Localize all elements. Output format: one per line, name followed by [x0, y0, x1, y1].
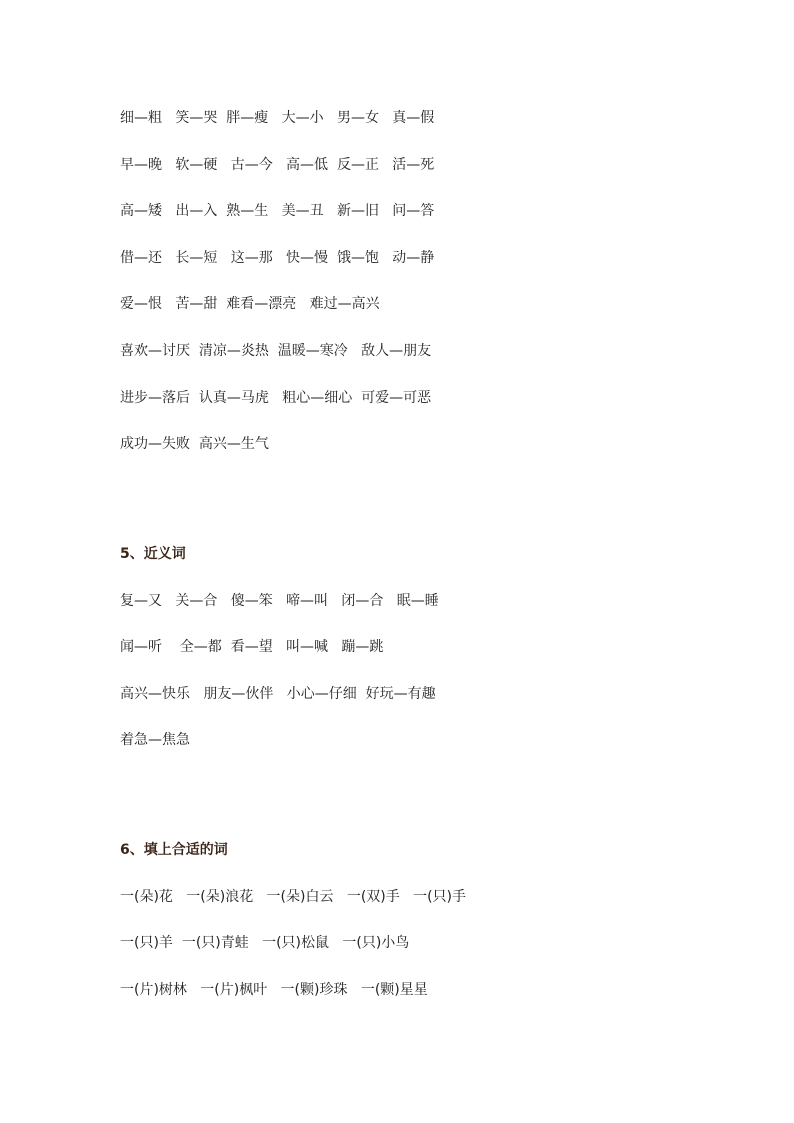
- antonym-line-3: 高—矮 出—入 熟—生 美—丑 新—旧 问—答: [120, 203, 435, 219]
- antonym-line-5: 爱—恨 苦—甜 难看—漂亮 难过—高兴: [120, 296, 380, 312]
- antonym-line-2: 早—晚 软—硬 古—今 高—低 反—正 活—死: [120, 157, 435, 173]
- antonym-line-4: 借—还 长—短 这—那 快—慢 饿—饱 动—静: [120, 250, 435, 266]
- antonym-line-7: 进步—落后 认真—马虎 粗心—细心 可爱—可恶: [120, 390, 432, 406]
- synonym-line-3: 高兴—快乐 朋友—伙伴 小心—仔细 好玩—有趣: [120, 686, 436, 702]
- antonym-line-1: 细—粗 笑—哭 胖—瘦 大—小 男—女 真—假: [120, 110, 435, 126]
- synonym-line-2: 闻—听 全—都 看—望 叫—喊 蹦—跳: [120, 639, 384, 655]
- synonyms-heading: 5、近义词: [120, 546, 186, 562]
- antonym-line-8: 成功—失败 高兴—生气: [120, 436, 269, 452]
- synonym-line-1: 复—又 关—合 傻—笨 啼—叫 闭—合 眠—睡: [120, 593, 439, 609]
- antonym-line-6: 喜欢—讨厌 清凉—炎热 温暖—寒冷 敌人—朋友: [120, 343, 432, 359]
- fill-words-line-2: 一(只)羊 一(只)青蛙 一(只)松鼠 一(只)小鸟: [120, 935, 410, 951]
- fill-words-line-3: 一(片)树林 一(片)枫叶 一(颗)珍珠 一(颗)星星: [120, 982, 428, 998]
- fill-words-heading: 6、填上合适的词: [120, 842, 228, 858]
- synonym-line-4: 着急—焦急: [120, 732, 190, 748]
- fill-words-line-1: 一(朵)花 一(朵)浪花 一(朵)白云 一(双)手 一(只)手: [120, 889, 467, 905]
